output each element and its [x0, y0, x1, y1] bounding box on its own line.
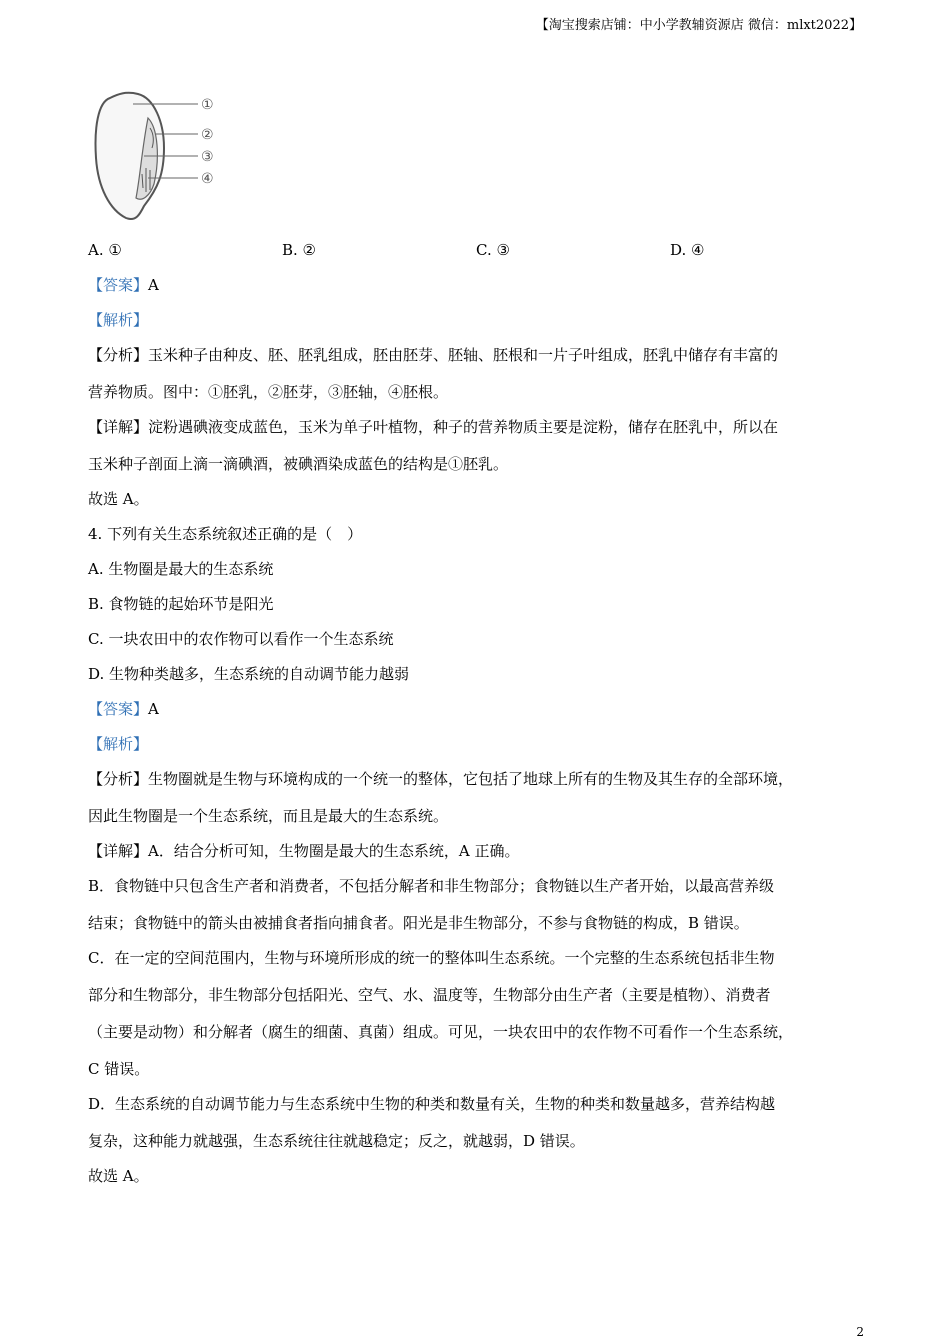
page-number: 2: [856, 1325, 864, 1339]
q4-detail-b-1: B．食物链中只包含生产者和消费者，不包括分解者和非生物部分；食物链以生产者开始，以最高营养级: [88, 877, 775, 895]
q3-option-b: B. ②: [282, 241, 317, 259]
page-header: 【淘宝搜索店铺：中小学教辅资源店 微信：mlxt2022】: [535, 18, 862, 33]
q3-analysis-tag: 【解析】: [88, 311, 149, 329]
corn-seed-diagram: [88, 88, 228, 226]
q4-option-b: B. 食物链的起始环节是阳光: [88, 595, 274, 613]
q4-option-a: A. 生物圈是最大的生态系统: [88, 560, 274, 578]
q3-fenxi-cont: 营养物质。图中：①胚乳，②胚芽，③胚轴，④胚根。: [88, 383, 449, 401]
q4-detail-d-1: D．生态系统的自动调节能力与生态系统中生物的种类和数量有关，生物的种类和数量越多，营养结构越: [88, 1095, 776, 1113]
q4-detail-b-2: 结束；食物链中的箭头由被捕食者指向捕食者。阳光是非生物部分，不参与食物链的构成，B 错误。: [88, 914, 749, 932]
q4-fenxi-cont: 因此生物圈是一个生态系统，而且是最大的生态系统。: [88, 807, 449, 825]
q4-detail-c-1: C．在一定的空间范围内，生物与环境所形成的统一的整体叫生态系统。一个完整的生态系统包括非生物: [88, 949, 775, 967]
figure-label-2: ②: [201, 127, 214, 143]
q4-xiangjie-a: 【详解】A．结合分析可知，生物圈是最大的生态系统，A 正确。: [88, 842, 520, 860]
q4-answer: 【答案】A: [88, 700, 159, 718]
figure-label-3: ③: [201, 149, 214, 165]
q3-fenxi: 【分析】玉米种子由种皮、胚、胚乳组成，胚由胚芽、胚轴、胚根和一片子叶组成，胚乳中储存有丰富的: [88, 346, 779, 364]
q3-xiangjie: 【详解】淀粉遇碘液变成蓝色，玉米为单子叶植物，种子的营养物质主要是淀粉，储存在胚乳中，所以在: [88, 418, 779, 436]
figure-label-1: ①: [201, 97, 214, 113]
q4-detail-c-2: 部分和生物部分，非生物部分包括阳光、空气、水、温度等，生物部分由生产者（主要是植物）、消费者: [88, 986, 771, 1004]
answer-tag: 【答案】: [88, 276, 149, 294]
figure-label-4: ④: [201, 171, 214, 187]
answer-tag: 【答案】: [88, 700, 149, 718]
q3-xiangjie-cont: 玉米种子剖面上滴一滴碘酒，被碘酒染成蓝色的结构是①胚乳。: [88, 455, 509, 473]
q4-option-c: C. 一块农田中的农作物可以看作一个生态系统: [88, 630, 394, 648]
q4-detail-d-2: 复杂，这种能力就越强，生态系统往往就越稳定；反之，就越弱，D 错误。: [88, 1132, 585, 1150]
q4-option-d: D. 生物种类越多，生态系统的自动调节能力越弱: [88, 665, 410, 683]
q3-conclusion: 故选 A。: [88, 490, 149, 508]
q4-conclusion: 故选 A。: [88, 1167, 149, 1185]
q3-option-a: A. ①: [88, 241, 122, 259]
q4-fenxi: 【分析】生物圈就是生物与环境构成的一个统一的整体，它包括了地球上所有的生物及其生存的全部环境，: [88, 770, 794, 788]
q3-answer: 【答案】A: [88, 276, 159, 294]
q4-detail-c-3: （主要是动物）和分解者（腐生的细菌、真菌）组成。可见，一块农田中的农作物不可看作一个生态系统，: [88, 1023, 794, 1041]
q3-option-c: C. ③: [476, 241, 510, 259]
q3-option-d: D. ④: [670, 241, 705, 259]
q4-detail-c-4: C 错误。: [88, 1060, 150, 1078]
q4-analysis-tag: 【解析】: [88, 735, 149, 753]
q4-stem: 4. 下列有关生态系统叙述正确的是（ ）: [88, 525, 363, 543]
